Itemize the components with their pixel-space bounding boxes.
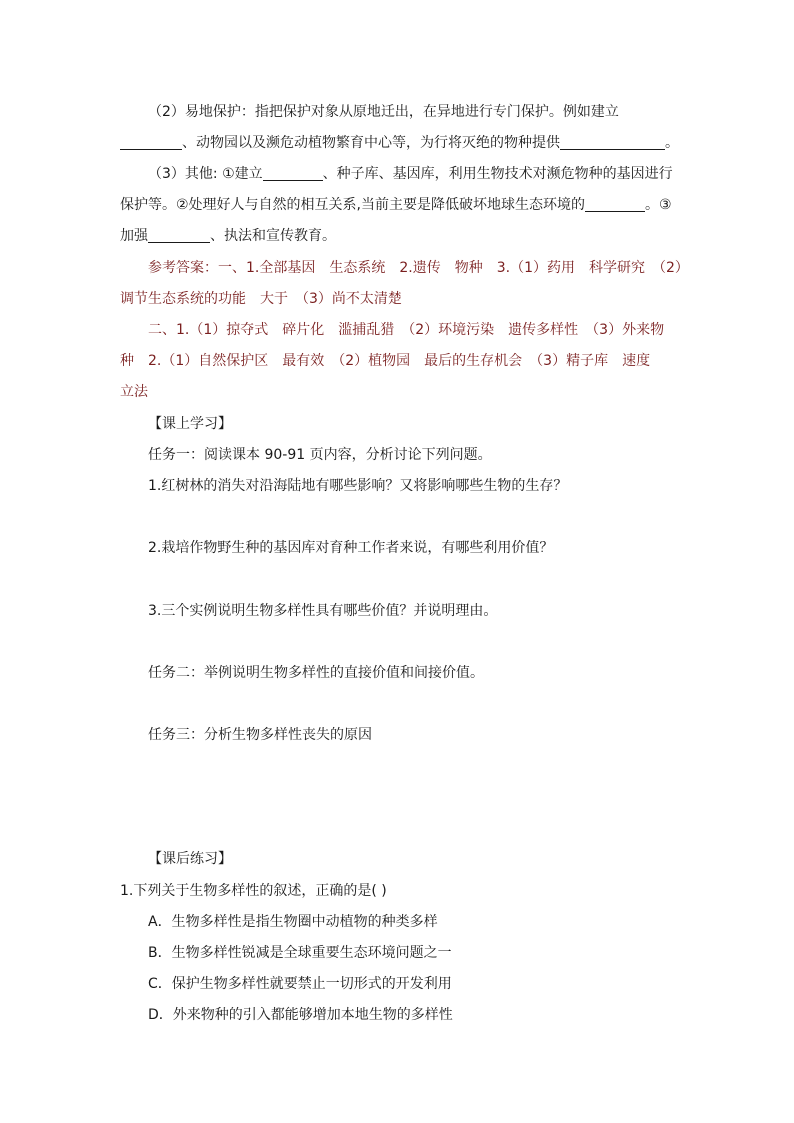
answer-key-line1: 参考答案：一、1.全部基因 生态系统 2.遗传 物种 3.（1）药用 科学研究 （2） — [148, 260, 689, 276]
option-c: C．保护生物多样性就要禁止一切形式的开发利用 — [148, 976, 452, 992]
ex-situ-protection-line1: （2）易地保护：指把保护对象从原地迁出，在异地进行专门保护。例如建立 — [148, 104, 619, 120]
question-2: 2.栽培作物野生种的基因库对育种工作者来说，有哪些利用价值？ — [148, 540, 554, 556]
question-3: 3.三个实例说明生物多样性具有哪些价值？并说明理由。 — [148, 603, 498, 619]
fill-blank — [120, 133, 182, 150]
ex-situ-protection-line2: 、动物园以及濒危动植物繁育中心等，为行将灭绝的物种提供 。 — [120, 128, 680, 159]
practice-question-1: 1.下列关于生物多样性的叙述，正确的是( ) — [120, 883, 387, 899]
other-measures-line1: （3）其他: ①建立 、种子库、基因库，利用生物技术对濒危物种的基因进行 — [148, 166, 673, 182]
answer-key-line2: 调节生态系统的功能 大于 （3）尚不太清楚 — [120, 291, 402, 307]
question-1: 1.红树林的消失对沿海陆地有哪些影响？又将影响哪些生物的生存？ — [148, 478, 568, 494]
other-measures-line3: 加强 、执法和宣传教育。 — [120, 228, 336, 244]
task-two: 任务二：举例说明生物多样性的直接价值和间接价值。 — [148, 665, 484, 681]
task-one: 任务一：阅读课本 90-91 页内容，分析讨论下列问题。 — [148, 447, 492, 463]
other-measures-line2: 保护等。②处理好人与自然的相互关系,当前主要是降低破坏地球生态环境的 。③ — [120, 197, 672, 213]
fill-blank — [148, 226, 210, 243]
task-three: 任务三：分析生物多样性丧失的原因 — [148, 727, 372, 743]
option-b: B．生物多样性锐减是全球重要生态环境问题之一 — [148, 945, 452, 961]
practice-heading: 【课后练习】 — [148, 851, 232, 867]
answer-key-line3: 二、1.（1）掠夺式 碎片化 滥捕乱猎 （2）环境污染 遗传多样性 （3）外来物 — [148, 322, 665, 338]
class-study-heading: 【课上学习】 — [148, 416, 232, 432]
option-d: D．外来物种的引入都能够增加本地生物的多样性 — [148, 1007, 453, 1023]
answer-key-line5: 立法 — [120, 384, 148, 400]
option-a: A．生物多样性是指生物圈中动植物的种类多样 — [148, 914, 438, 930]
fill-blank — [263, 164, 323, 181]
fill-blank — [585, 195, 645, 212]
answer-key-line4: 种 2.（1）自然保护区 最有效 （2）植物园 最后的生存机会 （3）精子库 速度 — [120, 353, 651, 369]
fill-blank — [560, 133, 665, 150]
